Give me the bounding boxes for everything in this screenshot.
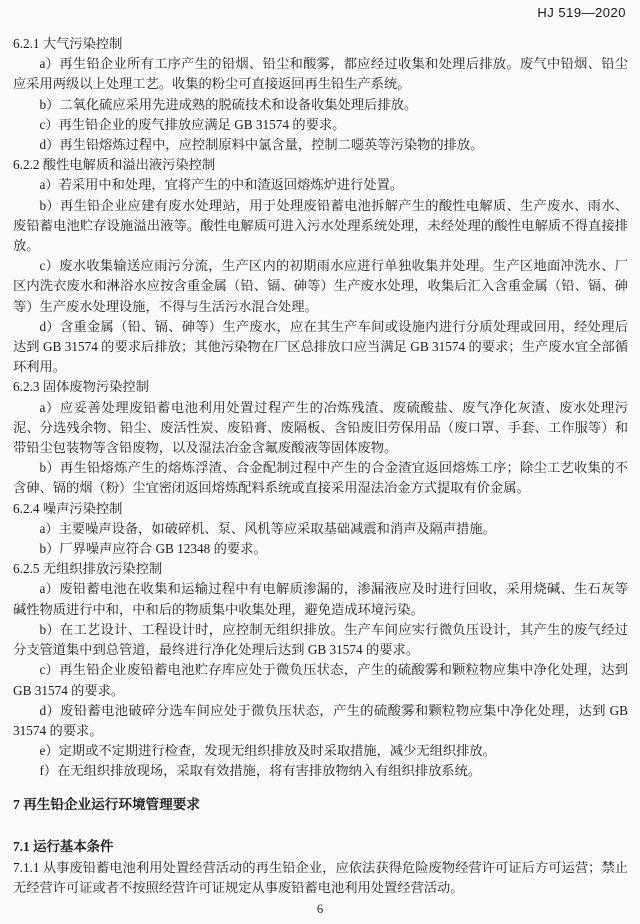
list-item-6-2-3-a: a）应妥善处理废铅蓄电池利用处置过程产生的冶炼残渣、废硫酸盐、废气净化灰渣、废水处理污泥、分选残余物、铅尘、废活性炭、废铅膏、废隔板、含铅废旧劳保用品（废口罩、手套、工作服等）和带铅尘包装物等含铅废物，以及湿法冶金含氟废酸液等固体废物。 — [13, 399, 628, 456]
clause-7-1-1: 7.1.1 从事废铅蓄电池利用处置经营活动的再生铅企业，应依法获得危险废物经营许可证后方可运营；禁止无经营许可证或者不按照经营许可证规定从事废铅蓄电池利用处置经营活动。 — [13, 859, 628, 896]
list-item-6-2-2-c: c）废水收集输送应雨污分流，生产区内的初期雨水应进行单独收集并处理。生产区地面冲洗水、厂区内洗衣废水和淋浴水应按含重金属（铅、镉、砷等）生产废水处理，收集后汇入含重金属（铅、镉、砷等）生产废水处理设施，不得与生活污水混合处理。 — [13, 258, 628, 314]
section-heading-6-2-2: 6.2.2 酸性电解质和溢出液污染控制 — [13, 157, 216, 173]
chapter-heading-7: 7 再生铅企业运行环境管理要求 — [13, 796, 200, 812]
subsection-heading-7-1: 7.1 运行基本条件 — [13, 838, 114, 854]
list-item-6-2-3-b: b）再生铅熔炼产生的熔炼浮渣、合金配制过程中产生的合金渣宜返回熔炼工序；除尘工艺收集的不含砷、镉的烟（粉）尘宜密闭返回熔炼配料系统或直接采用湿法冶金方式提取有价金属。 — [13, 460, 628, 496]
list-item-6-2-1-c: c）再生铅企业的废气排放应满足 GB 31574 的要求。 — [39, 116, 346, 132]
section-heading-6-2-5: 6.2.5 无组织排放污染控制 — [13, 561, 163, 577]
list-item-6-2-5-a: a）废铅蓄电池在收集和运输过程中有电解质渗漏的，渗漏液应及时进行回收，采用烧碱、生石灰等碱性物质进行中和，中和后的物质集中收集处理，避免造成环境污染。 — [13, 581, 628, 617]
list-item-6-2-1-b: b）二氧化硫应采用先进成熟的脱硫技术和设备收集处理后排放。 — [39, 96, 418, 112]
list-item-6-2-5-c: c）再生铅企业废铅蓄电池贮存库应处于微负压状态，产生的硫酸雾和颗粒物应集中净化处理，达到 GB 31574 的要求。 — [13, 662, 628, 698]
document-body — [13, 34, 628, 898]
list-item-6-2-5-f: f）在无组织排放现场，采取有效措施，将有害排放物纳入有组织排放系统。 — [39, 763, 482, 779]
list-item-6-2-5-e: e）定期或不定期进行检查，发现无组织排放及时采取措施，减少无组织排放。 — [39, 743, 496, 759]
list-item-6-2-1-d: d）再生铅熔炼过程中，应控制原料中氯含量，控制二噁英等污染物的排放。 — [39, 137, 484, 153]
list-item-6-2-5-b: b）在工艺设计、工程设计时，应控制无组织排放。生产车间应实行微负压设计，其产生的废气经过分支管道集中到总管道，最终进行净化处理后达到 GB 31574 的要求。 — [13, 621, 628, 658]
list-item-6-2-1-a: a）再生铅企业所有工序产生的铅烟、铅尘和酸雾，都应经过收集和处理后排放。废气中铅烟、铅尘应采用两级以上处理工艺。收集的粉尘可直接返回再生铅生产系统。 — [13, 56, 628, 92]
page-number: 6 — [316, 902, 324, 916]
list-item-6-2-2-d: d）含重金属（铅、镉、砷等）生产废水，应在其生产车间或设施内进行分质处理或回用，经处理后达到 GB 31574 的要求后排放；其他污染物在厂区总排放口应当满足 GB 31574 的要求；生产废水宜全部循环利用。 — [13, 318, 628, 375]
section-heading-6-2-4: 6.2.4 噪声污染控制 — [13, 500, 123, 516]
list-item-6-2-5-d: d）废铅蓄电池破碎分选车间应处于微负压状态，产生的硫酸雾和颗粒物应集中净化处理，达到 GB 31574 的要求。 — [13, 702, 628, 738]
section-heading-6-2-3: 6.2.3 固体废物污染控制 — [13, 379, 149, 395]
list-item-6-2-2-a: a）若采用中和处理，宜将产生的中和渣返回熔炼炉进行处置。 — [39, 177, 404, 193]
doc-number-header: HJ 519—2020 — [537, 5, 626, 20]
list-item-6-2-2-b: b）再生铅企业应建有废水处理站，用于处理废铅蓄电池拆解产生的酸性电解质、生产废水、雨水、废铅蓄电池贮存设施溢出液等。酸性电解质可进入污水处理系统处理，未经处理的酸性电解质不得直接排放。 — [13, 197, 628, 254]
list-item-6-2-4-b: b）厂界噪声应符合 GB 12348 的要求。 — [39, 541, 267, 557]
list-item-6-2-4-a: a）主要噪声设备，如破碎机、泵、风机等应采取基础减震和消声及隔声措施。 — [39, 520, 496, 536]
section-heading-6-2-1: 6.2.1 大气污染控制 — [13, 36, 123, 51]
